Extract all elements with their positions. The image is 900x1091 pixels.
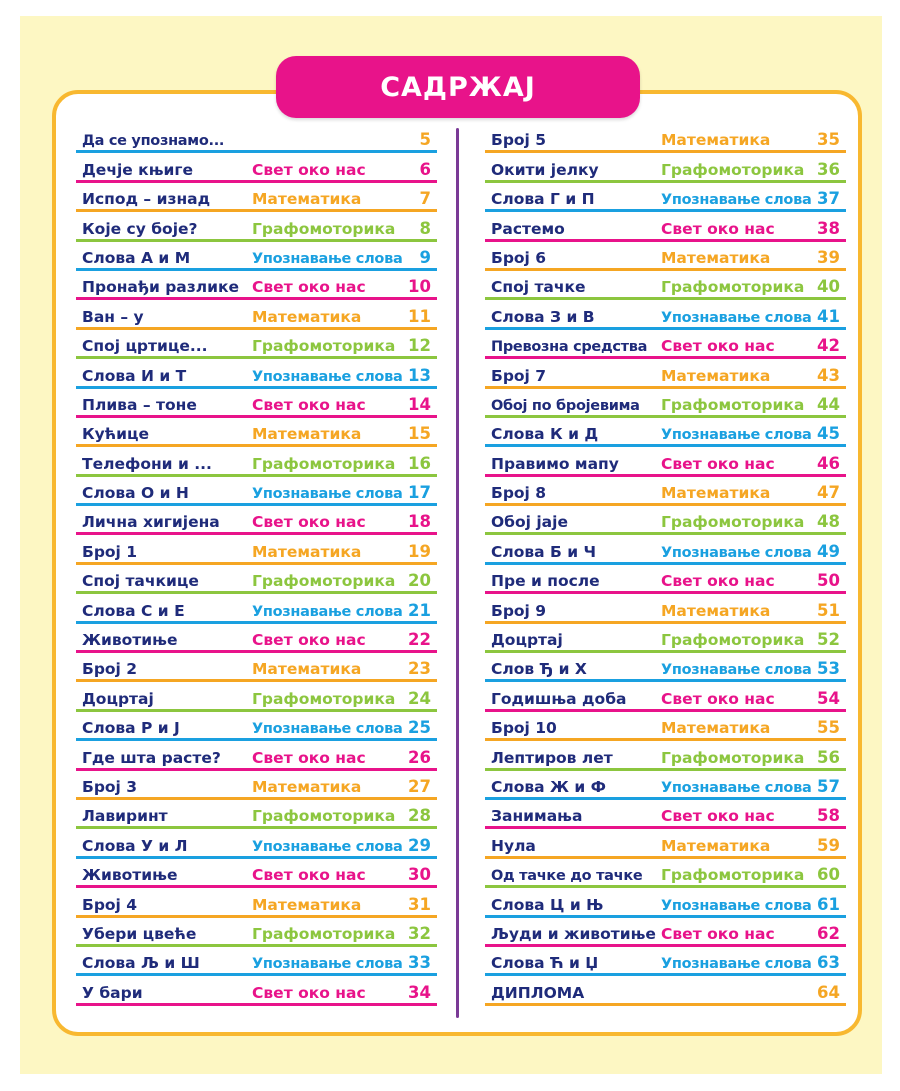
row-category: Свет око нас bbox=[252, 866, 366, 885]
row-title: Где шта расте? bbox=[82, 748, 221, 767]
row-page-number: 34 bbox=[408, 982, 431, 1002]
row-title: Доцртај bbox=[82, 689, 154, 708]
contents-row[interactable] bbox=[485, 300, 846, 329]
row-category: Свет око нас bbox=[252, 983, 366, 1002]
row-title: Од тачке до тачке bbox=[491, 868, 643, 885]
row-page-number: 31 bbox=[408, 894, 431, 914]
contents-row[interactable] bbox=[76, 242, 437, 271]
row-title: Слова О и Н bbox=[82, 484, 189, 503]
row-page-number: 5 bbox=[419, 130, 431, 150]
row-title: Нула bbox=[491, 836, 536, 855]
row-title: Лептиров лет bbox=[491, 748, 613, 767]
row-title: Слова З и В bbox=[491, 307, 595, 326]
row-category: Упознавање слова bbox=[661, 779, 812, 796]
contents-row[interactable] bbox=[485, 183, 846, 212]
row-title: Испод – изнад bbox=[82, 190, 211, 209]
row-page-number: 59 bbox=[817, 835, 840, 855]
contents-row[interactable] bbox=[485, 771, 846, 800]
row-category: Свет око нас bbox=[252, 278, 366, 297]
row-page-number: 29 bbox=[408, 835, 431, 855]
row-page-number: 25 bbox=[408, 718, 431, 738]
row-title: Број 10 bbox=[491, 719, 557, 738]
contents-row[interactable] bbox=[485, 594, 846, 623]
row-category: Математика bbox=[661, 601, 771, 620]
row-page-number: 41 bbox=[817, 306, 840, 326]
row-title: Слова Ж и Ф bbox=[491, 777, 607, 796]
row-page-number: 43 bbox=[817, 365, 840, 385]
contents-row[interactable] bbox=[485, 359, 846, 388]
row-category: Математика bbox=[661, 719, 771, 738]
contents-row[interactable] bbox=[76, 712, 437, 741]
row-title: Занимања bbox=[491, 807, 583, 826]
contents-column-left bbox=[76, 124, 437, 1006]
contents-row[interactable] bbox=[76, 477, 437, 506]
row-page-number: 32 bbox=[408, 923, 431, 943]
contents-row[interactable] bbox=[76, 859, 437, 888]
contents-column-right bbox=[485, 124, 846, 1006]
row-page-number: 61 bbox=[817, 894, 840, 914]
contents-row[interactable] bbox=[485, 477, 846, 506]
row-title: Слова У и Л bbox=[82, 836, 188, 855]
row-title: Слов Ђ и Х bbox=[491, 660, 587, 679]
row-page-number: 33 bbox=[408, 953, 431, 973]
row-page-number: 35 bbox=[817, 130, 840, 150]
row-category: Графомоторика bbox=[252, 924, 396, 943]
row-category: Упознавање слова bbox=[661, 897, 812, 914]
row-page-number: 63 bbox=[817, 953, 840, 973]
contents-row[interactable] bbox=[485, 271, 846, 300]
row-page-number: 38 bbox=[817, 218, 840, 238]
row-title: Слова Љ и Ш bbox=[82, 954, 200, 973]
contents-row[interactable] bbox=[76, 888, 437, 917]
row-category: Свет око нас bbox=[661, 572, 775, 591]
contents-row[interactable] bbox=[76, 624, 437, 653]
row-page-number: 37 bbox=[817, 189, 840, 209]
row-category: Свет око нас bbox=[661, 924, 775, 943]
row-category: Математика bbox=[661, 248, 771, 267]
row-category: Математика bbox=[252, 190, 362, 209]
contents-row[interactable] bbox=[76, 447, 437, 476]
row-category: Свет око нас bbox=[661, 454, 775, 473]
contents-row[interactable] bbox=[485, 389, 846, 418]
row-title: Спој тачкице bbox=[82, 572, 199, 591]
contents-row[interactable] bbox=[485, 242, 846, 271]
row-category: Графомоторика bbox=[661, 160, 805, 179]
row-title: Животиње bbox=[82, 866, 178, 885]
row-title: Лавиринт bbox=[82, 807, 168, 826]
row-title: Лична хигијена bbox=[82, 513, 220, 532]
row-page-number: 54 bbox=[817, 688, 840, 708]
contents-row[interactable] bbox=[485, 418, 846, 447]
row-page-number: 9 bbox=[419, 247, 431, 267]
row-page-number: 6 bbox=[419, 159, 431, 179]
row-title: Превозна средства bbox=[491, 339, 648, 356]
contents-row[interactable] bbox=[76, 741, 437, 770]
row-category: Графомоторика bbox=[661, 513, 805, 532]
row-page-number: 12 bbox=[408, 336, 431, 356]
row-title: Да се упознамо... bbox=[82, 133, 225, 150]
row-category: Свет око нас bbox=[661, 219, 775, 238]
row-title: Ван – у bbox=[82, 307, 144, 326]
row-title: Број 9 bbox=[491, 601, 547, 620]
row-category: Графомоторика bbox=[252, 454, 396, 473]
contents-row[interactable] bbox=[76, 976, 437, 1005]
contents-row[interactable] bbox=[76, 124, 437, 153]
contents-row[interactable] bbox=[76, 359, 437, 388]
row-page-number: 28 bbox=[408, 806, 431, 826]
row-page-number: 26 bbox=[408, 747, 431, 767]
row-title: Слова Р и Ј bbox=[82, 719, 180, 738]
contents-row[interactable] bbox=[76, 389, 437, 418]
row-category: Графомоторика bbox=[661, 631, 805, 650]
row-category: Графомоторика bbox=[661, 866, 805, 885]
contents-row[interactable] bbox=[76, 300, 437, 329]
row-category: Свет око нас bbox=[252, 395, 366, 414]
row-title: Спој тачке bbox=[491, 278, 586, 297]
contents-row[interactable] bbox=[76, 330, 437, 359]
row-page-number: 56 bbox=[817, 747, 840, 767]
row-page-number: 44 bbox=[817, 394, 840, 414]
row-page-number: 22 bbox=[408, 630, 431, 650]
row-category: Упознавање слова bbox=[252, 368, 403, 385]
contents-row[interactable] bbox=[485, 624, 846, 653]
row-category: Математика bbox=[661, 131, 771, 150]
row-title: Дечје књиге bbox=[82, 160, 193, 179]
contents-row[interactable] bbox=[76, 271, 437, 300]
contents-row[interactable] bbox=[76, 682, 437, 711]
contents-row[interactable] bbox=[485, 653, 846, 682]
contents-row[interactable] bbox=[76, 918, 437, 947]
row-category: Графомоторика bbox=[252, 337, 396, 356]
row-page-number: 23 bbox=[408, 659, 431, 679]
contents-row[interactable] bbox=[76, 506, 437, 535]
row-page-number: 58 bbox=[817, 806, 840, 826]
row-category: Графомоторика bbox=[252, 807, 396, 826]
page-title: САДРЖАЈ bbox=[276, 56, 640, 118]
row-title: ДИПЛОМА bbox=[491, 983, 585, 1002]
row-title: Доцртај bbox=[491, 631, 563, 650]
row-page-number: 21 bbox=[408, 600, 431, 620]
row-page-number: 18 bbox=[408, 512, 431, 532]
row-category: Упознавање слова bbox=[252, 603, 403, 620]
row-category: Упознавање слова bbox=[661, 662, 812, 679]
contents-row[interactable] bbox=[485, 829, 846, 858]
row-title: Број 4 bbox=[82, 895, 138, 914]
row-page-number: 36 bbox=[817, 159, 840, 179]
row-title: Обој јаје bbox=[491, 513, 568, 532]
contents-row[interactable] bbox=[485, 918, 846, 947]
row-title: Кућице bbox=[82, 425, 150, 444]
row-title: Телефони и ... bbox=[82, 454, 212, 473]
contents-row[interactable] bbox=[76, 771, 437, 800]
contents-row[interactable] bbox=[485, 741, 846, 770]
contents-row[interactable] bbox=[485, 888, 846, 917]
contents-row[interactable] bbox=[485, 800, 846, 829]
contents-row[interactable] bbox=[485, 153, 846, 182]
contents-row[interactable] bbox=[485, 947, 846, 976]
row-category: Упознавање слова bbox=[661, 544, 812, 561]
row-page-number: 42 bbox=[817, 336, 840, 356]
row-category: Свет око нас bbox=[252, 748, 366, 767]
row-title: Људи и животиње bbox=[491, 924, 656, 943]
row-title: Слова А и М bbox=[82, 248, 191, 267]
row-category: Математика bbox=[661, 836, 771, 855]
row-title: Слова Б и Ч bbox=[491, 542, 597, 561]
row-page-number: 15 bbox=[408, 424, 431, 444]
row-page-number: 57 bbox=[817, 776, 840, 796]
row-category: Математика bbox=[252, 660, 362, 679]
row-category: Графомоторика bbox=[252, 572, 396, 591]
column-divider bbox=[456, 128, 459, 1018]
row-page-number: 55 bbox=[817, 718, 840, 738]
row-page-number: 14 bbox=[408, 394, 431, 414]
contents-row[interactable] bbox=[485, 124, 846, 153]
row-page-number: 7 bbox=[419, 189, 431, 209]
contents-row[interactable] bbox=[485, 212, 846, 241]
row-category: Упознавање слова bbox=[661, 192, 812, 209]
row-category: Упознавање слова bbox=[252, 250, 403, 267]
row-title: Број 1 bbox=[82, 542, 138, 561]
row-page-number: 48 bbox=[817, 512, 840, 532]
row-title: Правимо мапу bbox=[491, 454, 619, 473]
row-page-number: 47 bbox=[817, 483, 840, 503]
contents-row[interactable] bbox=[76, 153, 437, 182]
row-category: Упознавање слова bbox=[252, 486, 403, 503]
row-category: Графомоторика bbox=[661, 748, 805, 767]
row-page-number: 13 bbox=[408, 365, 431, 385]
row-page-number: 17 bbox=[408, 483, 431, 503]
row-category: Математика bbox=[661, 366, 771, 385]
row-title: Број 2 bbox=[82, 660, 138, 679]
row-title: Које су боје? bbox=[82, 219, 198, 238]
row-category: Свет око нас bbox=[252, 160, 366, 179]
row-title: Пре и после bbox=[491, 572, 600, 591]
row-title: Број 7 bbox=[491, 366, 547, 385]
contents-row[interactable] bbox=[76, 829, 437, 858]
row-category: Свет око нас bbox=[252, 631, 366, 650]
contents-row[interactable] bbox=[76, 947, 437, 976]
row-title: Животиње bbox=[82, 631, 178, 650]
row-title: Слова Ћ и Џ bbox=[491, 954, 599, 973]
row-category: Свет око нас bbox=[661, 337, 775, 356]
contents-row[interactable] bbox=[485, 712, 846, 741]
row-title: Годишња доба bbox=[491, 689, 627, 708]
row-category: Свет око нас bbox=[661, 689, 775, 708]
row-category: Математика bbox=[252, 307, 362, 326]
contents-row[interactable] bbox=[76, 565, 437, 594]
row-category: Математика bbox=[252, 777, 362, 796]
row-page-number: 46 bbox=[817, 453, 840, 473]
contents-row[interactable] bbox=[76, 183, 437, 212]
row-category: Графомоторика bbox=[252, 689, 396, 708]
row-page-number: 16 bbox=[408, 453, 431, 473]
row-title: Слова И и Т bbox=[82, 366, 187, 385]
row-title: Слова Г и П bbox=[491, 190, 595, 209]
row-category: Графомоторика bbox=[661, 278, 805, 297]
row-title: Слова Ц и Њ bbox=[491, 895, 604, 914]
row-category: Упознавање слова bbox=[252, 838, 403, 855]
row-title: Пронађи разлике bbox=[82, 278, 240, 297]
row-page-number: 50 bbox=[817, 571, 840, 591]
row-title: Спој цртице... bbox=[82, 337, 208, 356]
row-category: Упознавање слова bbox=[661, 309, 812, 326]
row-title: Број 8 bbox=[491, 484, 547, 503]
row-page-number: 27 bbox=[408, 776, 431, 796]
contents-row[interactable] bbox=[76, 800, 437, 829]
row-category: Свет око нас bbox=[661, 807, 775, 826]
row-page-number: 39 bbox=[817, 247, 840, 267]
row-title: Окити јелку bbox=[491, 160, 599, 179]
row-category: Графомоторика bbox=[661, 395, 805, 414]
contents-row[interactable] bbox=[485, 506, 846, 535]
row-page-number: 40 bbox=[817, 277, 840, 297]
row-category: Упознавање слова bbox=[661, 956, 812, 973]
contents-row[interactable] bbox=[485, 535, 846, 564]
row-category: Математика bbox=[252, 425, 362, 444]
row-page-number: 30 bbox=[408, 865, 431, 885]
contents-row[interactable] bbox=[76, 418, 437, 447]
row-title: Плива – тоне bbox=[82, 395, 197, 414]
row-title: Слова К и Д bbox=[491, 425, 599, 444]
row-title: Слова С и Е bbox=[82, 601, 185, 620]
row-page-number: 49 bbox=[817, 541, 840, 561]
row-category: Свет око нас bbox=[252, 513, 366, 532]
row-page-number: 62 bbox=[817, 923, 840, 943]
row-title: Убери цвеће bbox=[82, 924, 197, 943]
row-category: Математика bbox=[252, 542, 362, 561]
row-page-number: 53 bbox=[817, 659, 840, 679]
row-page-number: 10 bbox=[408, 277, 431, 297]
row-title: Обој по бројевима bbox=[491, 397, 640, 414]
row-page-number: 64 bbox=[817, 982, 840, 1002]
row-page-number: 45 bbox=[817, 424, 840, 444]
row-page-number: 20 bbox=[408, 571, 431, 591]
row-title: У бари bbox=[82, 983, 143, 1002]
row-page-number: 8 bbox=[419, 218, 431, 238]
row-category: Упознавање слова bbox=[252, 721, 403, 738]
row-category: Упознавање слова bbox=[661, 427, 812, 444]
contents-row[interactable] bbox=[76, 594, 437, 623]
row-page-number: 19 bbox=[408, 541, 431, 561]
row-page-number: 24 bbox=[408, 688, 431, 708]
row-category: Математика bbox=[661, 484, 771, 503]
row-category: Математика bbox=[252, 895, 362, 914]
row-page-number: 11 bbox=[408, 306, 431, 326]
row-page-number: 60 bbox=[817, 865, 840, 885]
row-title: Растемо bbox=[491, 219, 565, 238]
row-page-number: 52 bbox=[817, 630, 840, 650]
contents-row[interactable] bbox=[485, 682, 846, 711]
contents-row[interactable] bbox=[485, 976, 846, 1005]
contents-row[interactable] bbox=[76, 212, 437, 241]
row-title: Број 3 bbox=[82, 777, 138, 796]
row-page-number: 51 bbox=[817, 600, 840, 620]
contents-row[interactable] bbox=[76, 535, 437, 564]
contents-row[interactable] bbox=[485, 859, 846, 888]
contents-row[interactable] bbox=[485, 447, 846, 476]
contents-row[interactable] bbox=[485, 330, 846, 359]
row-category: Графомоторика bbox=[252, 219, 396, 238]
contents-row[interactable] bbox=[76, 653, 437, 682]
row-title: Број 6 bbox=[491, 248, 547, 267]
row-category: Упознавање слова bbox=[252, 956, 403, 973]
row-title: Број 5 bbox=[491, 131, 547, 150]
contents-row[interactable] bbox=[485, 565, 846, 594]
